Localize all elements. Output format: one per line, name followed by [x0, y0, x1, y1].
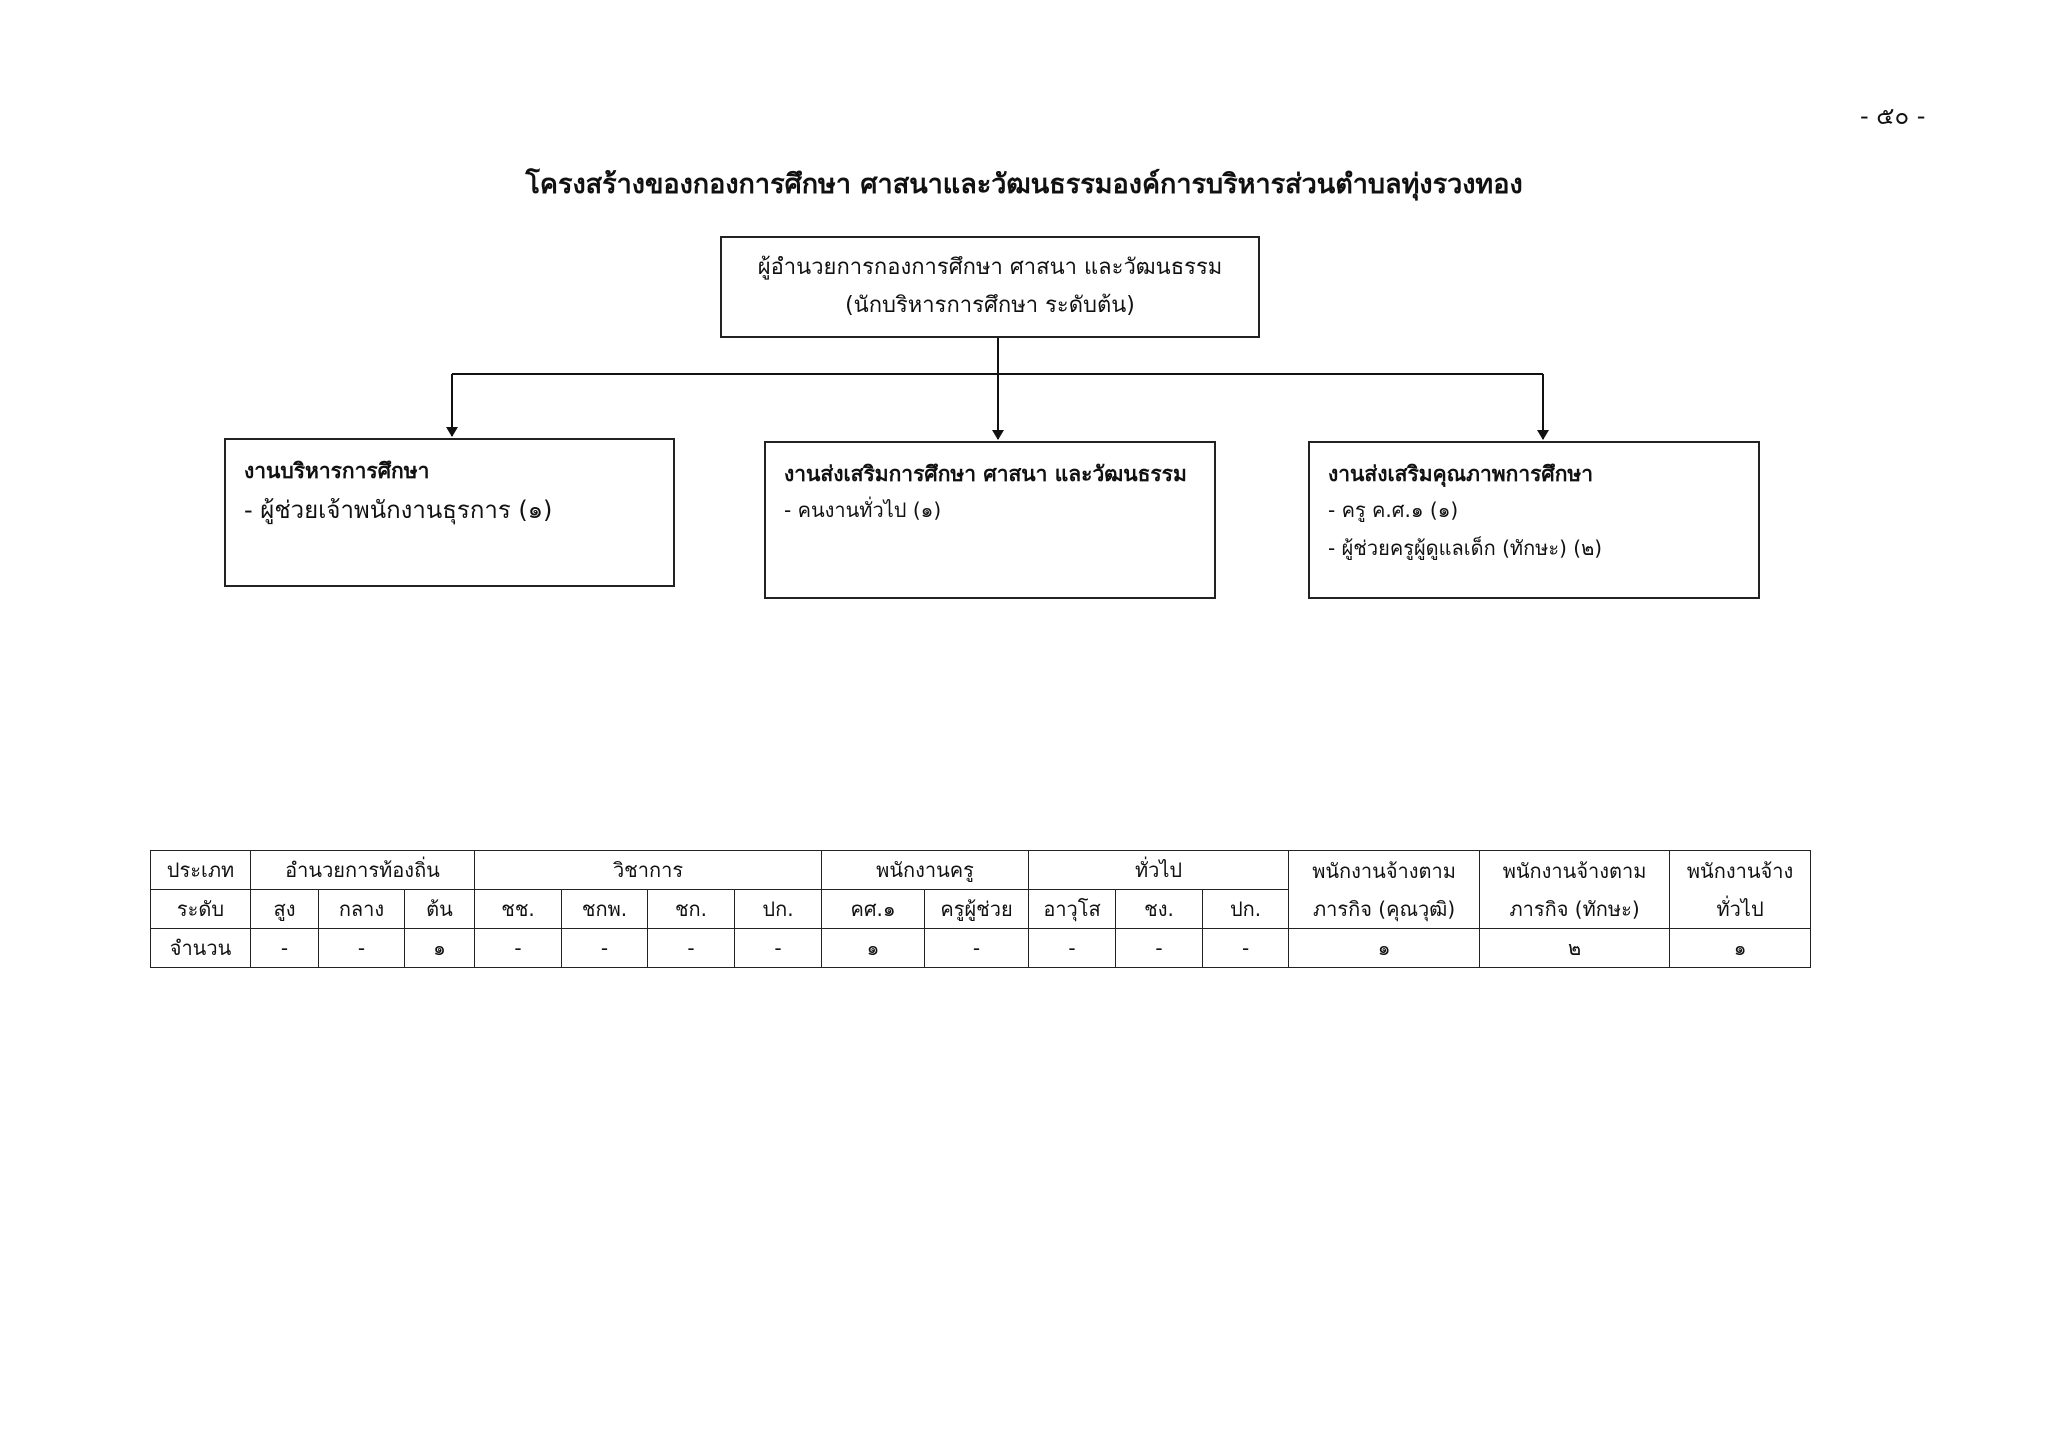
unit-box-education-quality	[1308, 441, 1760, 599]
table-level-cell: ต้น	[405, 890, 475, 929]
table-count-cell: -	[735, 929, 822, 968]
table-level-cell: ชช.	[475, 890, 562, 929]
table-count-cell: ๑	[1289, 929, 1480, 968]
table-group-mission-qualified-line1: พนักงานจ้างตาม	[1312, 858, 1456, 883]
unit-staff-item: - ผู้ช่วยครูผู้ดูแลเด็ก (ทักษะ) (๒)	[1328, 536, 1603, 560]
table-group-general: ทั่วไป	[1029, 851, 1289, 890]
staff-count-table	[150, 850, 1811, 968]
table-group-mission-skill-line2: ภารกิจ (ทักษะ)	[1509, 896, 1640, 921]
unit-title: งานบริหารการศึกษา	[244, 459, 430, 483]
unit-staff-item: - ผู้ช่วยเจ้าพนักงานธุรการ (๑)	[244, 496, 553, 524]
table-count-cell: -	[251, 929, 319, 968]
table-level-cell: ชกพ.	[562, 890, 648, 929]
table-header-count: จำนวน	[151, 929, 251, 968]
table-level-cell: ครูผู้ช่วย	[925, 890, 1029, 929]
table-header-level: ระดับ	[151, 890, 251, 929]
table-count-cell: -	[562, 929, 648, 968]
document-title: โครงสร้างของกองการศึกษา ศาสนาและวัฒนธรรมองค์การบริหารส่วนตำบลทุ่งรวงทอง	[525, 169, 1523, 200]
director-title: ผู้อำนวยการกองการศึกษา ศาสนา และวัฒนธรรม	[757, 255, 1223, 280]
director-position-level: (นักบริหารการศึกษา ระดับต้น)	[845, 293, 1135, 318]
page-number: - ๕๐ -	[1860, 102, 1926, 130]
table-group-general-employee-line2: ทั่วไป	[1716, 896, 1764, 921]
director-box	[720, 236, 1260, 338]
table-level-cell: กลาง	[319, 890, 405, 929]
table-row-type	[151, 851, 1811, 890]
table-level-cell: อาวุโส	[1029, 890, 1116, 929]
table-count-cell: ๑	[822, 929, 925, 968]
unit-staff-item: - ครู ค.ศ.๑ (๑)	[1328, 498, 1459, 522]
unit-title: งานส่งเสริมการศึกษา ศาสนา และวัฒนธรรม	[784, 462, 1187, 486]
table-group-teacher-staff: พนักงานครู	[822, 851, 1029, 890]
table-count-cell: -	[1203, 929, 1289, 968]
table-count-cell: -	[475, 929, 562, 968]
unit-title: งานส่งเสริมคุณภาพการศึกษา	[1328, 462, 1594, 486]
table-group-general-employee-line1: พนักงานจ้าง	[1686, 858, 1794, 883]
unit-box-education-admin	[224, 438, 675, 587]
table-group-academic: วิชาการ	[475, 851, 822, 890]
unit-box-education-religion-culture	[764, 441, 1216, 599]
table-count-cell: ๑	[1670, 929, 1811, 968]
table-count-cell: ๑	[405, 929, 475, 968]
table-level-cell: คศ.๑	[822, 890, 925, 929]
unit-staff-item: - คนงานทั่วไป (๑)	[784, 498, 942, 522]
table-count-cell: -	[319, 929, 405, 968]
table-level-cell: ปก.	[735, 890, 822, 929]
table-group-mission-qualified-line2: ภารกิจ (คุณวุฒิ)	[1312, 896, 1456, 921]
table-level-cell: ชก.	[648, 890, 735, 929]
table-group-mission-skill	[1480, 851, 1670, 929]
table-count-cell: ๒	[1480, 929, 1670, 968]
table-group-general-employee	[1670, 851, 1811, 929]
table-count-cell: -	[1029, 929, 1116, 968]
table-level-cell: ชง.	[1116, 890, 1203, 929]
table-count-cell: -	[925, 929, 1029, 968]
table-row-count	[151, 929, 1811, 968]
table-level-cell: สูง	[251, 890, 319, 929]
table-group-mission-skill-line1: พนักงานจ้างตาม	[1502, 858, 1647, 883]
table-header-type: ประเภท	[151, 851, 251, 890]
table-count-cell: -	[1116, 929, 1203, 968]
table-group-mission-qualified	[1289, 851, 1480, 929]
table-count-cell: -	[648, 929, 735, 968]
table-level-cell: ปก.	[1203, 890, 1289, 929]
table-group-local-admin: อำนวยการท้องถิ่น	[251, 851, 475, 890]
